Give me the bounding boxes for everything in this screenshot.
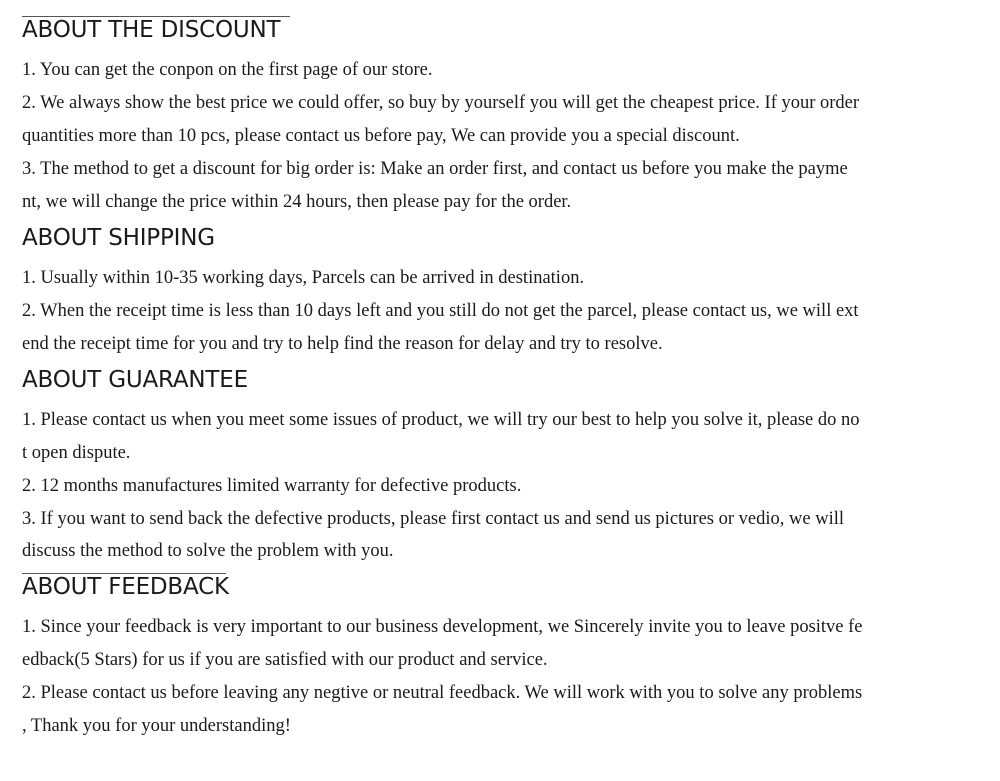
section-title-shipping: ABOUT SHIPPING	[22, 225, 215, 251]
feedback-line-4: , Thank you for your understanding!	[22, 716, 291, 736]
feedback-line-3: 2. Please contact us before leaving any negtive or neutral feedback. We will work with you to solve any problems	[22, 683, 863, 703]
discount-line-4: 3. The method to get a discount for big order is: Make an order first, and contact us before you make the payme	[22, 159, 848, 179]
guarantee-line-2: t open dispute.	[22, 443, 131, 463]
shipping-line-3: end the receipt time for you and try to help find the reason for delay and try to resolve.	[22, 334, 663, 354]
guarantee-line-1: 1. Please contact us when you meet some issues of product, we will try our best to help you solve it, please do no	[22, 410, 860, 430]
discount-line-1: 1. You can get the conpon on the first page of our store.	[22, 60, 433, 80]
discount-line-5: nt, we will change the price within 24 hours, then please pay for the order.	[22, 192, 572, 212]
section-title-guarantee: ABOUT GUARANTEE	[22, 367, 248, 393]
guarantee-line-3: 2. 12 months manufactures limited warranty for defective products.	[22, 476, 522, 496]
feedback-line-2: edback(5 Stars) for us if you are satisfied with our product and service.	[22, 650, 548, 670]
section-title-discount: ABOUT THE DISCOUNT	[22, 17, 281, 43]
shipping-line-2: 2. When the receipt time is less than 10 days left and you still do not get the parcel, please contact us, we will ext	[22, 301, 859, 321]
guarantee-line-4: 3. If you want to send back the defective products, please first contact us and send us pictures or vedio, we will	[22, 509, 844, 529]
discount-line-2: 2. We always show the best price we could offer, so buy by yourself you will get the cheapest price. If your order	[22, 93, 860, 113]
feedback-line-1: 1. Since your feedback is very important to our business development, we Sincerely invite you to leave positve fe	[22, 617, 863, 637]
discount-line-3: quantities more than 10 pcs, please contact us before pay, We can provide you a special discount.	[22, 126, 740, 146]
section-title-feedback: ABOUT FEEDBACK	[22, 574, 229, 600]
shipping-line-1: 1. Usually within 10-35 working days, Parcels can be arrived in destination.	[22, 268, 585, 288]
guarantee-line-5: discuss the method to solve the problem with you.	[22, 541, 394, 561]
